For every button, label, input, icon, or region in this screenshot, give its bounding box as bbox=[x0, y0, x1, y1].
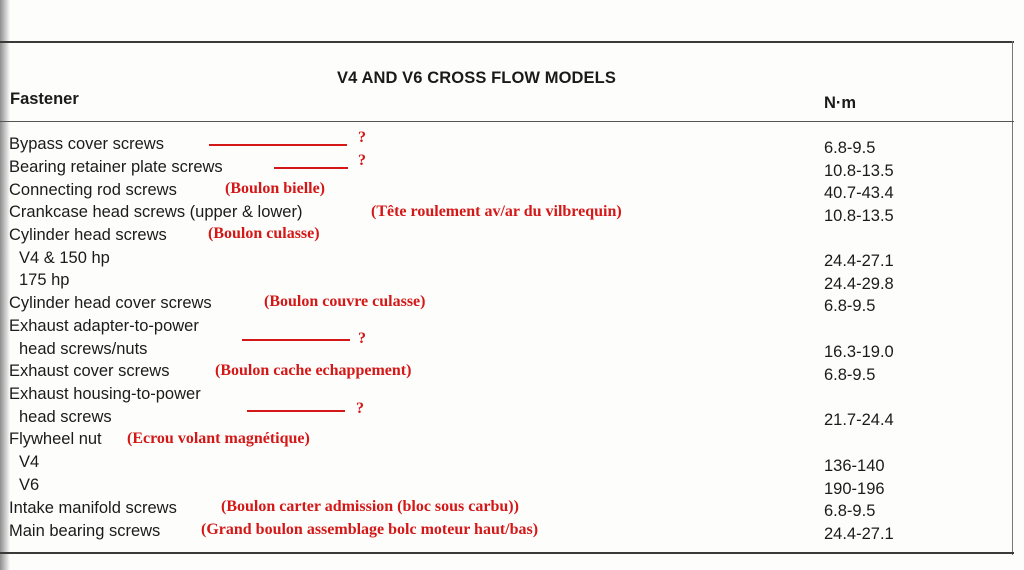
row-label: Crankcase head screws (upper & lower) bbox=[9, 203, 303, 221]
row-value: 6.8-9.5 bbox=[824, 502, 876, 520]
row-annotation: (Grand boulon assemblage bolc moteur haut/bas) bbox=[201, 521, 539, 538]
row-value: 6.8-9.5 bbox=[824, 366, 876, 384]
row-annotation: (Boulon carter admission (bloc sous carbu)) bbox=[221, 498, 519, 515]
row-annotation: (Ecrou volant magnétique) bbox=[127, 430, 310, 447]
row-value: 6.8-9.5 bbox=[824, 139, 876, 157]
row-value: 136-140 bbox=[824, 457, 885, 475]
table-top-rule bbox=[0, 41, 1014, 43]
row-label: 175 hp bbox=[19, 271, 70, 289]
row-value: 10.8-13.5 bbox=[824, 162, 894, 180]
row-value: 6.8-9.5 bbox=[824, 297, 876, 315]
annotation-line bbox=[242, 339, 350, 341]
annotation-question: ? bbox=[356, 400, 364, 417]
annotation-question: ? bbox=[358, 129, 366, 146]
row-label: Main bearing screws bbox=[9, 522, 161, 540]
scan-edge-shadow bbox=[0, 0, 10, 570]
annotation-line bbox=[247, 410, 345, 412]
table-bottom-rule bbox=[0, 552, 1014, 554]
row-label: Exhaust adapter-to-power bbox=[9, 317, 199, 335]
row-label: head screws/nuts bbox=[19, 340, 148, 358]
table-title: V4 AND V6 CROSS FLOW MODELS bbox=[337, 69, 616, 87]
row-value: 24.4-27.1 bbox=[824, 252, 894, 270]
row-annotation: (Tête roulement av/ar du vilbrequin) bbox=[371, 203, 622, 220]
row-label: Exhaust cover screws bbox=[9, 362, 170, 380]
annotation-question: ? bbox=[358, 330, 366, 347]
column-header-nm: N·m bbox=[824, 94, 857, 112]
row-label: Exhaust housing-to-power bbox=[9, 385, 201, 403]
row-label: head screws bbox=[19, 408, 112, 426]
row-annotation: (Boulon culasse) bbox=[208, 225, 320, 242]
row-value: 21.7-24.4 bbox=[824, 411, 894, 429]
row-label: Bearing retainer plate screws bbox=[9, 158, 223, 176]
row-value: 10.8-13.5 bbox=[824, 207, 894, 225]
row-annotation: (Boulon cache echappement) bbox=[215, 362, 412, 379]
row-value: 24.4-27.1 bbox=[824, 525, 894, 543]
column-header-fastener: Fastener bbox=[10, 90, 79, 108]
table-right-rule bbox=[1012, 41, 1013, 555]
row-label: V6 bbox=[19, 476, 40, 494]
annotation-line bbox=[274, 167, 348, 169]
row-value: 16.3-19.0 bbox=[824, 343, 894, 361]
row-label: Flywheel nut bbox=[9, 430, 102, 448]
row-label: V4 & 150 hp bbox=[19, 249, 110, 267]
header-divider bbox=[0, 121, 1014, 122]
row-value: 40.7-43.4 bbox=[824, 184, 894, 202]
row-value: 190-196 bbox=[824, 480, 885, 498]
row-label: V4 bbox=[19, 453, 40, 471]
annotation-line bbox=[209, 144, 347, 146]
row-value: 24.4-29.8 bbox=[824, 275, 894, 293]
row-annotation: (Boulon bielle) bbox=[225, 180, 326, 197]
row-label: Cylinder head screws bbox=[9, 226, 167, 244]
row-label: Bypass cover screws bbox=[9, 135, 164, 153]
row-label: Connecting rod screws bbox=[9, 181, 177, 199]
row-label: Intake manifold screws bbox=[9, 499, 177, 517]
row-annotation: (Boulon couvre culasse) bbox=[264, 293, 426, 310]
row-label: Cylinder head cover screws bbox=[9, 294, 212, 312]
annotation-question: ? bbox=[358, 152, 366, 169]
